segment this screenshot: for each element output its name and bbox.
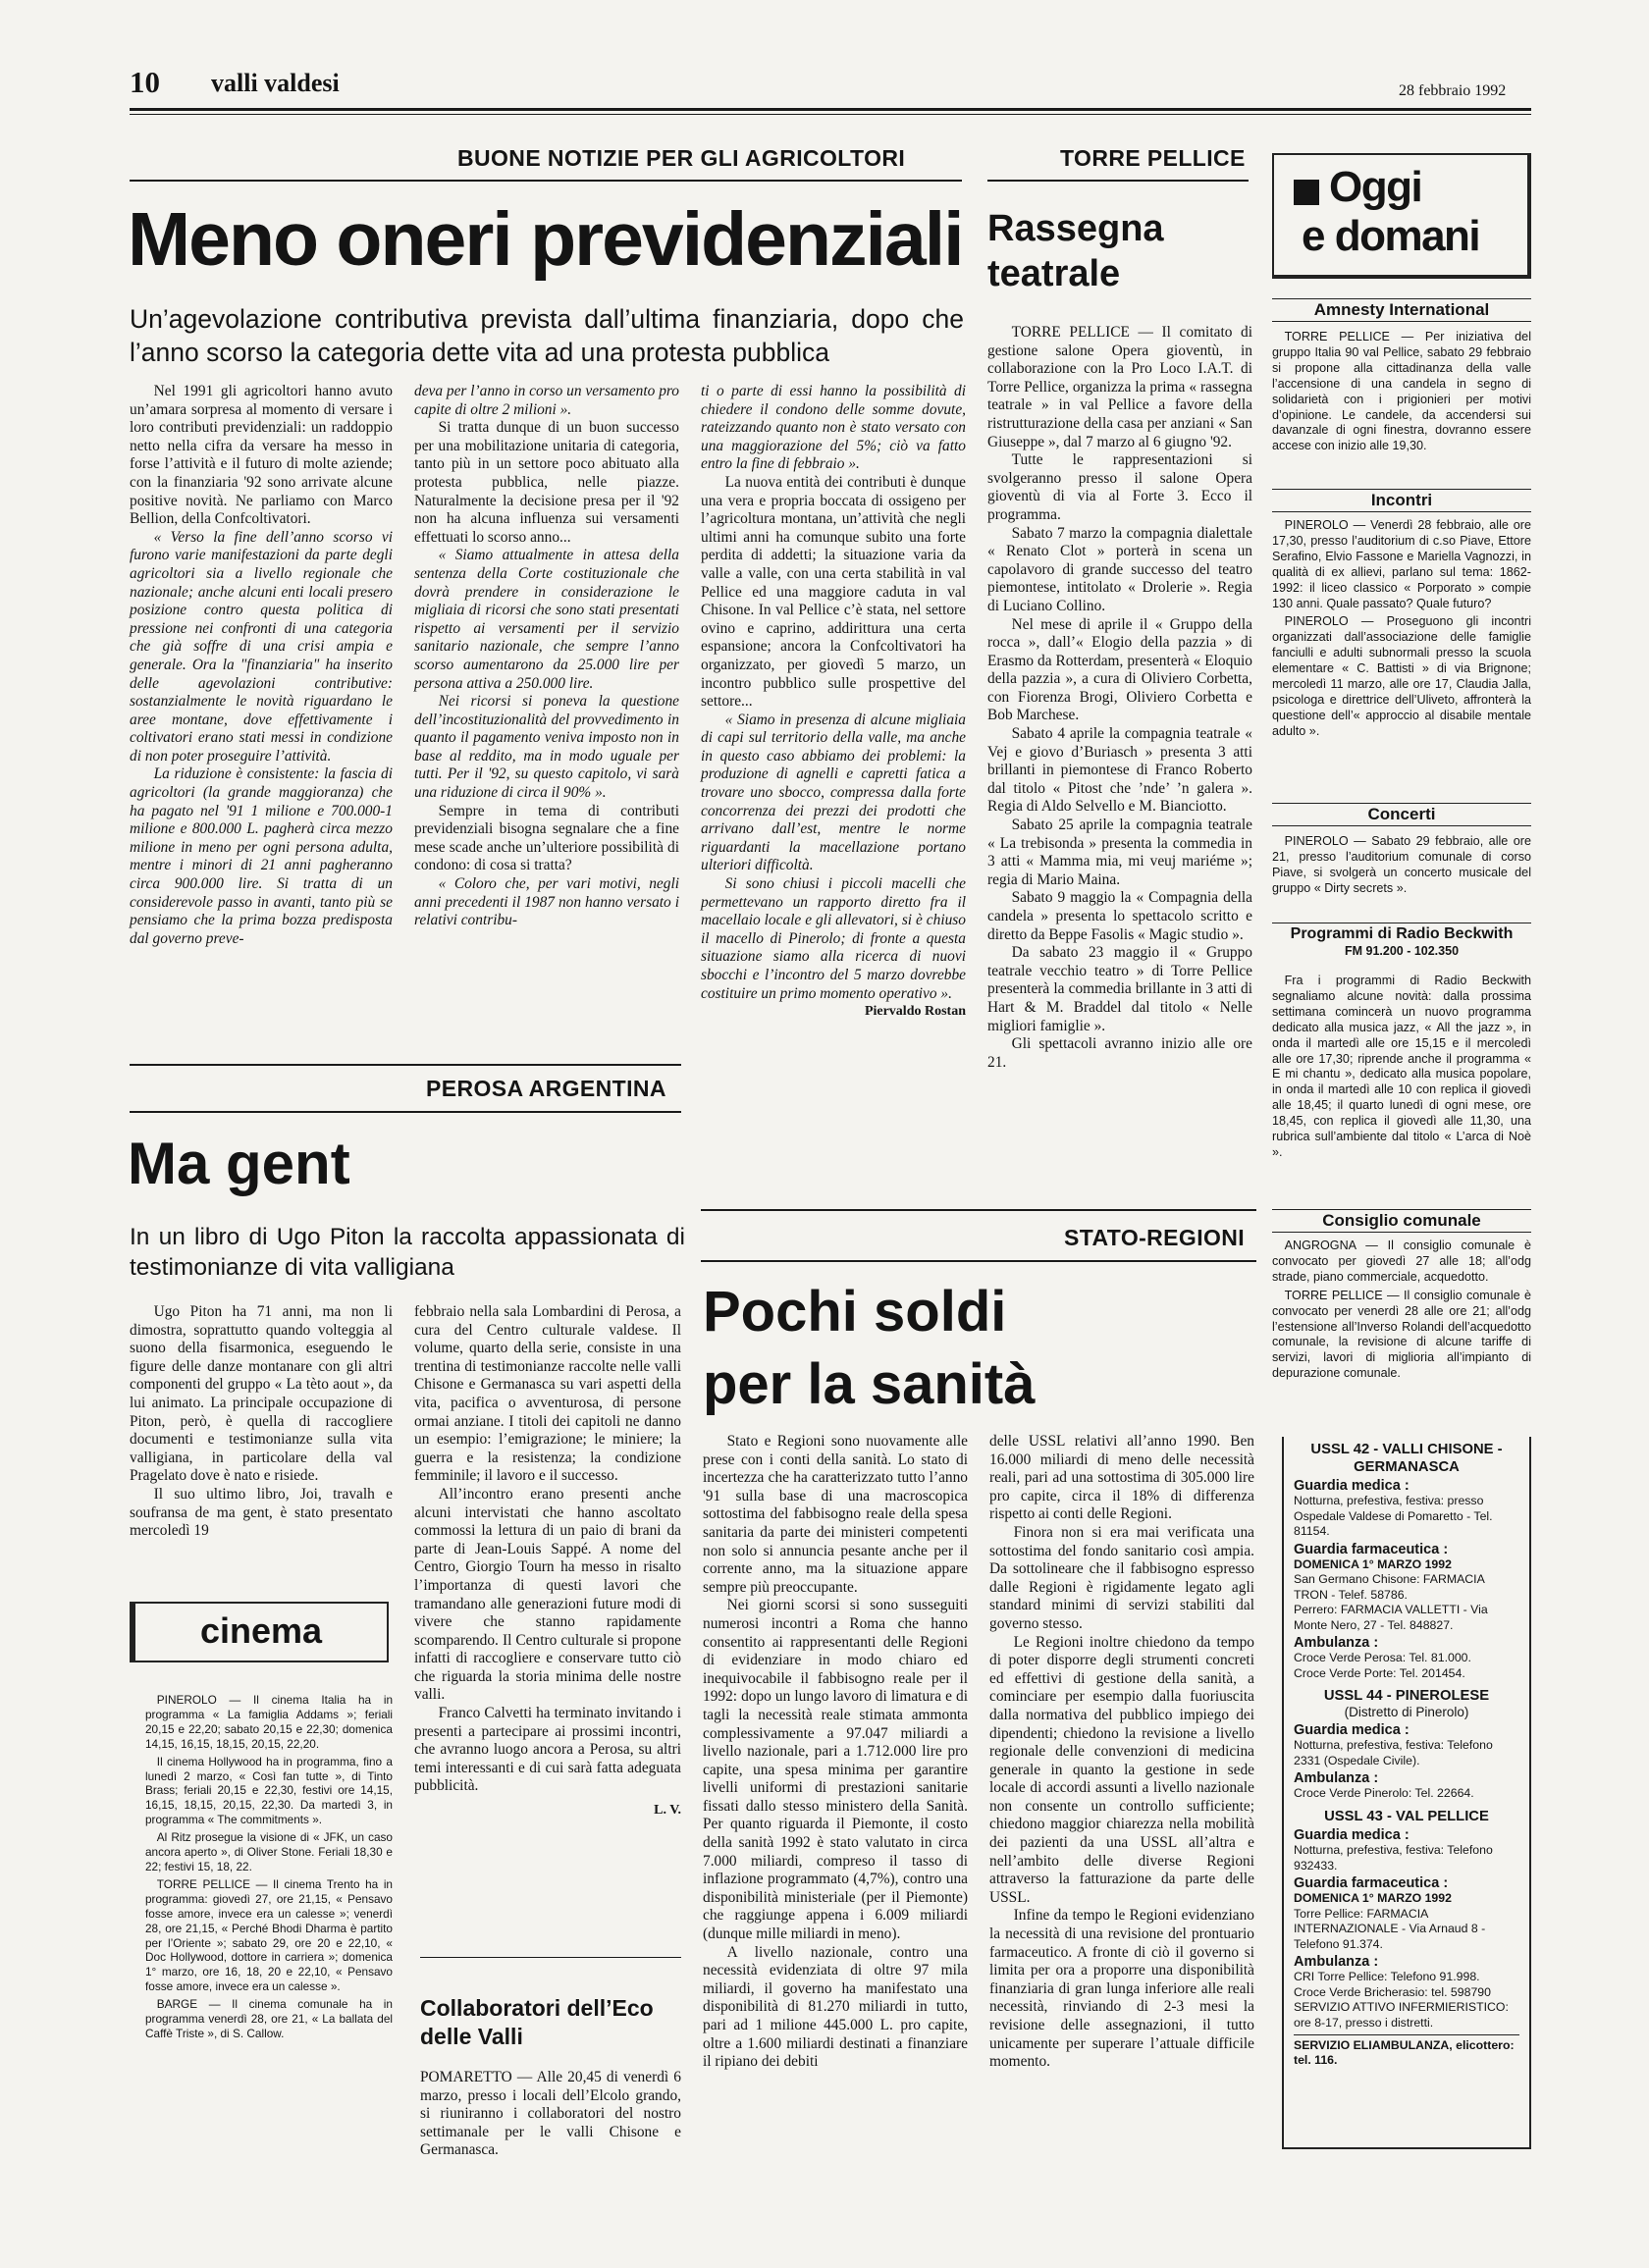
magent-headline: Ma gent: [128, 1131, 350, 1196]
cinema-listings: [145, 1693, 393, 2044]
paragraph: deva per l’anno in corso un versamento pro capite di oltre 2 milioni ».: [414, 383, 680, 418]
paragraph: Le Regioni inoltre chiedono da tempo di poter disporre degli strumenti concreti ed effettivi di gestione della sanità, a cominciare per esempio dalla fuoriuscita dalla normativa del pubblico impiego dei dipendenti; chiedono la revisione a livello regionale delle convenzioni di medicina generale in quanto la gestione in sede locale di accordi assunti a livello nazionale non consente un controllo sufficiente; chiedono maggior chiarezza nella mobilità dei pazienti da una USSL all’altra e nell’ambito delle diverse Regioni attraverso la fatturazione da parte delle USSL.: [989, 1633, 1254, 1906]
paragraph: Il suo ultimo libro, Joi, travalh e soufransa de ma gent, è stato presentato mercoledì 19: [130, 1485, 393, 1540]
cinema-title: cinema: [199, 1610, 323, 1651]
section-header-amnesty: Amnesty International: [1272, 298, 1531, 322]
paragraph: Nei ricorsi si poneva la questione dell’incostituzionalità del provvedimento in quanto il pagamento veniva imposto non in base al reddito, ma in modo uguale per tutti. Per il '92, su questo capitolo, vi sarà una riduzione di circa il 90% ».: [414, 693, 679, 802]
paragraph: TORRE PELLICE — Il consiglio comunale è convocato per venerdì 28 alle ore 21; all’odg l’estensione all’Inverso Rolandi dell’acquedotto comunale, la revisione di alcune tariffe di servizi, lavori di miglioria all’impianto di depurazione comunale.: [1272, 1288, 1531, 1381]
ussl-label: Guardia medica :: [1294, 1478, 1410, 1494]
main-headline: Meno oneri previdenziali: [128, 197, 963, 282]
main-kicker-rule: [130, 180, 962, 182]
cinema-item: Il cinema Hollywood ha in programma, fino a lunedì 2 marzo, « Così fan tutte », di Tinto Brass; feriali 20,15 e 22,30, festivi ore 14,15, 16,15, 18,15, 20,15, 22,30. Da martedì 3, in programma « The commitments ».: [145, 1754, 393, 1827]
paragraph: La nuova entità dei contributi è dunque una vera e propria boccata di ossigeno per l’agricoltura montana, un’attività che negli ultimi anni ha comunque subito una forte perdita di addetti; la situazione varia da valle a valle, con una certa stabilità in val Pellice ed una maggiore caduta in val Chisone. In val Pellice c’è stata, nel settore ovino e caprino, addirittura una certa espansione; ancora la Confcoltivatori ha organizzato, per giovedì 5 marzo, un incontro pubblico sulle prospettive del settore...: [701, 473, 966, 711]
paragraph: delle USSL relativi all’anno 1990. Ben 16.000 miliardi di meno delle necessità reali, pari ad una sottostima di 305.000 lire pro capite, circa il 18% di differenza rispetto ai conti delle Regioni.: [989, 1433, 1254, 1523]
paragraph: Fra i programmi di Radio Beckwith segnaliamo alcune novità: dalla prossima settimana comincerà un nuovo programma dedicato alla musica jazz, « All the jazz », in onda il martedì alle ore 15,15 e il mercoledì alle ore 17,30; riprende anche il programma « E mi chantu », dedicato alla musica popolare, in onda il martedì alle 10 con replica il giovedì alle 18,45; il quarto lunedì di ogni mese, ore 18,45, con replica il giovedì alle 11,30, una rubrica sull’ambiente dal titolo « L’arca di Noè ».: [1272, 974, 1531, 1159]
radio-title: Programmi di Radio Beckwith: [1272, 923, 1531, 943]
section-header-incontri: Incontri: [1272, 489, 1531, 512]
paragraph: A livello nazionale, contro una necessità evidenziata di oltre 97 mila miliardi, il governo ha manifestato una disponibilità di 81.270 miliardi in tutto, pari ad 1 milione 445.000 L. pro capite, oltre a 1.600 miliardi destinati a finanziare il ripiano dei debiti: [703, 1943, 968, 2071]
ussl-entry: Notturna, prefestiva, festiva: presso Ospedale Valdese di Pomaretto - Tel. 81154.: [1294, 1494, 1493, 1539]
masthead: valli valdesi: [211, 69, 340, 97]
main-column-3: [701, 383, 966, 1022]
magent-kicker-rule: [130, 1111, 681, 1113]
ussl-entry: SERVIZIO ATTIVO INFERMIERISTICO: ore 8-17, presso i distretti.: [1294, 2000, 1509, 2030]
box-title-line: e domani: [1302, 212, 1480, 260]
page-number: 10: [130, 65, 160, 99]
paragraph: Sabato 25 aprile la compagnia teatrale « La trebisonda » presenta la commedia in 3 atti « Mamma mia, mi veuj mariéme »; regia di Mario Maina.: [987, 817, 1252, 888]
cinema-item: Al Ritz prosegue la visione di « JFK, un caso ancora aperto », di Oliver Stone. Feriali 18,30 e 22; festivi 15, 18, 22.: [145, 1830, 393, 1873]
paragraph: Sempre in tema di contributi previdenziali bisogna segnalare che a fine mese scade anche un’ulteriore possibilità di condono: di cosa si tratta?: [414, 802, 679, 874]
paragraph: All’incontro erano presenti anche alcuni intervistati che hanno ascoltato commossi la lettura di un paio di brani da parte di Jean-Louis Sappé. A nome del Centro, Giorgio Tourn ha messo in risalto l’importanza di questi lavori che tramandano alle generazioni future modi di vivere che stanno rapidamente scomparendo. Il Centro culturale si propone infatti di raccogliere e conservare tutto ciò che riguarda la storia minima delle nostre valli.: [414, 1485, 681, 1704]
paragraph: TORRE PELLICE — Il comitato di gestione salone Opera gioventù, in collaborazione con la Pro Loco I.A.T. di Torre Pellice, organizza la prima « rassegna teatrale » in val Pellice a favore della ristrutturazione della casa per anziani « San Giuseppe », dal 7 marzo al 6 giugno '92.: [987, 324, 1252, 450]
header-rule: [130, 108, 1531, 111]
consiglio-text: [1272, 1239, 1531, 1385]
radio-text: [1272, 974, 1531, 1164]
teatro-headline-line: teatrale: [987, 253, 1121, 294]
magent-kicker: PEROSA ARGENTINA: [426, 1076, 666, 1101]
paragraph: « Coloro che, per vari motivi, negli anni precedenti il 1987 non hanno versato i relativi contribu-: [414, 875, 679, 929]
author-signature: Piervaldo Rostan: [864, 1004, 966, 1020]
paragraph: « Siamo in presenza di alcune migliaia di capi sul territorio della valle, ma anche in questo caso abbiamo dei problemi: la produzione di agnelli e capretti fatica a trovare uno sbocco, compressa dalla forte concorrenza dei prezzi dei prodotti che arrivano dall’est, mentre le norme riguardanti la macellazione portano ulteriori difficoltà.: [701, 711, 966, 874]
ussl-entry: Notturna, prefestiva, festiva: Telefono 932433.: [1294, 1843, 1493, 1872]
teatro-kicker-rule: [987, 180, 1249, 182]
ussl-entry: Croce Verde Pinerolo: Tel. 22664.: [1294, 1786, 1474, 1801]
section-header-consiglio: Consiglio comunale: [1272, 1209, 1531, 1233]
square-bullet-icon: [1294, 180, 1319, 205]
ussl-label: Guardia farmaceutica :: [1294, 1874, 1449, 1891]
cinema-item: TORRE PELLICE — Il cinema Trento ha in programma: giovedì 27, ore 21,15, « Pensavo fosse amore, invece era un calesse »; venerdì 28, ore 21,15, « Perché Bhodi Dharma è partito per l’Oriente »; sabato 29, ore 20 e 22,10, « Doc Hollywood, dottore in carriera »; domenica 1° marzo, ore 16, 18, 20 e 22,10, « Pensavo fosse amore, invece era un calesse ».: [145, 1876, 393, 1994]
ussl-elisoccorso: SERVIZIO ELIAMBULANZA, elicottero: tel. 116.: [1294, 2034, 1519, 2069]
section-rule: [130, 1064, 681, 1066]
ussl-entry: Croce Verde Porte: Tel. 201454.: [1294, 1665, 1465, 1680]
paragraph: Stato e Regioni sono nuovamente alle prese con i conti della sanità. Lo stato di incertezza che ha caratterizzato tutto l’anno '91 sulla base di una macroscopica sottostima del fabbisogno reale della spesa sanitaria da parte dei ministeri competenti non solo si annuncia pesante anche per il corrente anno, ma la situazione appare sempre più preoccupante.: [703, 1433, 968, 1596]
ussl-label: Ambulanza :: [1294, 1769, 1379, 1786]
sanita-headline: [703, 1276, 1035, 1421]
eco-headline: Collaboratori dell’Eco delle Valli: [420, 1995, 654, 2049]
main-subheading: Un’agevolazione contributiva prevista dall’ultima finanziaria, dopo che l’anno scorso la categoria dette vita ad una protesta pubblica: [130, 304, 964, 367]
paragraph: Da sabato 23 maggio il « Gruppo teatrale vecchio teatro » di Torre Pellice presenterà la commedia brillante in 3 atti di Hart & M. Braddel dal titolo « Nelle migliori famiglie ».: [987, 944, 1252, 1034]
sanita-headline-line: per la sanità: [703, 1352, 1036, 1416]
incontri-text: [1272, 518, 1531, 743]
teatro-body: [987, 324, 1252, 1072]
paragraph: Sabato 9 maggio la « Compagnia della candela » presenta lo spettacolo scritto e diretto da Beppe Fasolis « Magic studio ».: [987, 889, 1252, 943]
paragraph: « Siamo attualmente in attesa della sentenza della Corte costituzionale che dovrà prendere in considerazione le migliaia di ricorsi che sono stati presentati rispetto ai versamenti per il servizio sanitario nazionale, che sempre l’anno scorso aumentarono da 25.000 lire per persona attiva a 250.000 lire.: [414, 547, 679, 692]
ussl-title: USSL 42 - VALLI CHISONE - GERMANASCA: [1310, 1442, 1503, 1475]
ussl-entry: DOMENICA 1° MARZO 1992: [1294, 1891, 1452, 1906]
paragraph: Nel mese di aprile il « Gruppo della rocca », dall’« Elogio della pazzia » di Erasmo da Rotterdam, presenterà « Eloquio della pazzia », a cura di Olivierо Corbetta, con Fiorenza Brogi, Oliviero Corbetta e Bob Marchese.: [987, 615, 1252, 724]
amnesty-text: [1272, 330, 1531, 457]
section-header-concerti: Concerti: [1272, 803, 1531, 826]
concerti-text: [1272, 834, 1531, 900]
paragraph: PINEROLO — Venerdì 28 febbraio, alle ore 17,30, presso l’auditorium di c.so Piave, Ettore Serafino, Elvio Fassone e Mariella Vagnozzi, in qualità di ex allievi, parlano sul tema: 1862-1992: il liceo classico « Porporato » compie 130 anni. Quale passato? Quale futuro?: [1272, 518, 1531, 610]
paragraph: « Verso la fine dell’anno scorso vi furono varie manifestazioni da parte degli agricoltori sia a livello regionale che nazionale; anche alcuni enti locali presero posizione contro questa politica di pressione nei confronti di una categoria che già soffre di una crisi ampia e generale. Ora la "finanziaria" ha inserito delle agevolazioni contributive: sostanzialmente le novità riguardano le aree montane, dove effettivamente i coltivatori erano stati messi in condizione di non poter proseguire l’attività.: [130, 528, 393, 765]
cinema-item: BARGE — Il cinema comunale ha in programma venerdì 28, ore 21, « La ballata del Caffè Triste », di S. Callow.: [145, 1997, 393, 2040]
sanita-column-2: [989, 1433, 1254, 2072]
ussl-label: Guardia medica :: [1294, 1721, 1410, 1738]
paragraph: Finora non si era mai verificata una sottostima del fondo sanitario così ampia. Da sottolineare che il fabbisogno espresso dalle Regioni è rigidamente legato agli standard minimi di servizi stabiliti dal governo stesso.: [989, 1523, 1254, 1632]
paragraph: Nel 1991 gli agricoltori hanno avuto un’amara sorpresa al momento di versare i loro contributi previdenziali: un raddoppio netto nella cifra da versare ha messo in forse l’attività e il futuro di molte aziende; con la finanziaria '92 sono arrivate alcune positive novità. Ne parliamo con Marco Bellion, della Confcoltivatori.: [130, 383, 393, 528]
paragraph: Sabato 4 aprile la compagnia teatrale « Vej e giovo d’Buriasch » presenta 3 atti brillanti in piemontese di Franco Roberto dal titolo « Pitost che ’nde’ ’n galera ». Regia di Aldo Selvello e M. Bianciotto.: [987, 725, 1252, 816]
sanita-kicker-rule: [701, 1260, 1256, 1262]
paragraph: Si sono chiusi i piccoli macelli che permettevano un rapporto diretto fra il macellaio locale e gli allevatori, si è chiuso il macello di Pinerolo; di fronte a questa situazione siamo alla ricerca di nuovi sbocchi e l’incontro del 5 marzo dovrebbe costituire un primo momento operativo ».: [701, 875, 966, 1002]
ussl-entry: Croce Verde Perosa: Tel. 81.000.: [1294, 1651, 1471, 1665]
ussl-label: Guardia farmaceutica :: [1294, 1541, 1449, 1557]
ussl-entry: Croce Verde Bricherasio: tel. 598790: [1294, 1984, 1491, 1999]
paragraph: Ugo Piton ha 71 anni, ma non li dimostra, soprattutto quando volteggia al suono della fisarmonica, eseguendo le figure delle danze montanare con gli altri componenti del gruppo « La tèto aout », da lui animato. La principale occupazione di Piton, però, è quella di raccogliere documenti e testimonianze sulla vita valligiana, in particolare della val Pragelato dove è nato e risiede.: [130, 1303, 393, 1485]
box-title-line: Oggi: [1329, 163, 1422, 211]
ussl-box: [1282, 1437, 1531, 2149]
section-rule: [701, 1209, 1256, 1211]
paragraph: Sabato 7 marzo la compagnia dialettale « Renato Clot » porterà in scena un capolavoro di grande successo del teatro piemontese, intitolato « Drolerie ». Regia di Luciano Collino.: [987, 524, 1252, 614]
ussl-subtitle: (Distretto di Pinerolo): [1344, 1705, 1469, 1720]
sanita-headline-line: Pochi soldi: [703, 1280, 1007, 1344]
issue-date: 28 febbraio 1992: [1399, 82, 1507, 99]
magent-column-1: [130, 1303, 393, 1541]
ussl-entry: Torre Pellice: FARMACIA INTERNAZIONALE - Via Arnaud 8 - Telefono 91.374.: [1294, 1906, 1486, 1951]
paragraph: PINEROLO — Sabato 29 febbraio, alle ore 21, presso l’auditorium comunale di corso Piave, si svolgerà un concerto musicale del gruppo « Dirty secrets ».: [1272, 834, 1531, 895]
ussl-entry: CRI Torre Pellice: Telefono 91.998.: [1294, 1970, 1480, 1984]
ussl-entry: DOMENICA 1° MARZO 1992: [1294, 1557, 1452, 1572]
author-signature: L. V.: [654, 1803, 681, 1819]
paragraph: TORRE PELLICE — Per iniziativa del gruppo Italia 90 val Pellice, sabato 29 febbraio si propone alla cittadinanza della valle l’accensione di una candela in segno di solidarietà con i prigionieri per motivi d’opinione. Le candele, da accendersi sui davanzale di ogni finestra, dovranno essere accese con inizio alle 19,30.: [1272, 330, 1531, 453]
paragraph: Nei giorni scorsi si sono susseguiti numerosi incontri a Roma che hanno consentito ai rappresentanti delle Regioni di evidenziare in modo chiaro ed inequivocabile il fabbisogno reale per il 1992: dopo un lungo lavoro di limatura e di tagli la necessità reale stimata ammonta complessivamente a 97.047 miliardi a livello nazionale, pari a 1.712.000 lire pro capite, una spesa minima per garantire livelli uniformi di prestazioni sanitarie fissati dallo stesso ministero della Sanità. Per quanto riguarda il Piemonte, il costo della sanità 1992 è stato valutato in circa 7.000 miliardi, compreso il tasso di inflazione programmato (4,7%), contro una disponibilità ministeriale (per il Piemonte) che raggiunge appena i 6.009 miliardi (dunque mille miliardi in meno).: [703, 1597, 968, 1943]
paragraph: Si tratta dunque di un buon successo per una mobilitazione unitaria di categoria, tanto più in un settore poco abituato alla protesta pubblica, nelle piazze. Naturalmente la decisione presa per il '92 non ha alcuna influenza sui versamenti effettuati lo scorso anno...: [414, 419, 679, 546]
ussl-label: Ambulanza :: [1294, 1635, 1379, 1652]
sanita-column-1: [703, 1433, 968, 2072]
ussl-title: USSL 43 - VAL PELLICE: [1324, 1808, 1489, 1824]
teatro-headline: [987, 206, 1164, 296]
teatro-kicker: TORRE PELLICE: [1060, 145, 1246, 171]
cinema-item: PINEROLO — Il cinema Italia ha in programma « La famiglia Addams »; feriali 20,15 e 22,20; sabato 20,15 e 22,30; domenica 14,15, 16,15, 18,15, 20,15, 22,20.: [145, 1693, 393, 1751]
paragraph: ti o parte di essi hanno la possibilità di chiedere il condono delle somme dovute, rateizzando quanto non è stato versato con una maggiorazione del 5%; ciò va fatto entro la fine di febbraio ».: [701, 383, 966, 473]
ussl-entry: Perrero: FARMACIA VALLETTI - Via Monte Nero, 27 - Tel. 848827.: [1294, 1603, 1488, 1632]
teatro-headline-line: Rassegna: [987, 208, 1164, 249]
magent-subheading: In un libro di Ugo Piton la raccolta appassionata di testimonianze di vita valligiana: [130, 1224, 685, 1281]
main-kicker: BUONE NOTIZIE PER GLI AGRICOLTORI: [457, 145, 906, 171]
magent-column-2: [414, 1303, 681, 1820]
paragraph: Tutte le rappresentazioni si svolgeranno presso il salone Opera gioventù di via al Forte 3. Ecco il programma.: [987, 451, 1252, 523]
main-column-2: [414, 383, 679, 930]
ussl-entry: Notturna, prefestiva, festiva: Telefono 2331 (Ospedale Civile).: [1294, 1738, 1493, 1767]
main-column-1: [130, 383, 393, 948]
cinema-box: [130, 1602, 389, 1662]
paragraph: ANGROGNA — Il consiglio comunale è convocato per giovedì 27 alle 18; all’odg strade, piano commerciale, acquedotto.: [1272, 1239, 1531, 1284]
paragraph: Franco Calvetti ha terminato invitando i presenti a partecipare ai prossimi incontri, che avranno luogo ancora a Perosa, su altri temi interessanti e di cui sarà fatta adeguata pubblicità.: [414, 1705, 681, 1795]
ussl-entry: San Germano Chisone: FARMACIA TRON - Telef. 58786.: [1294, 1572, 1485, 1602]
ussl-label: Guardia medica :: [1294, 1826, 1410, 1843]
oggi-domani-box: [1272, 153, 1531, 279]
ussl-label: Ambulanza :: [1294, 1953, 1379, 1970]
paragraph: La riduzione è consistente: la fascia di agricoltori (la grande maggioranza) che ha pagato nel '91 1 milione e 700.000-1 milione e 800.000 L. pagherà circa mezzo milione in meno per ogni persona adulta, mentre i minori di 21 anni pagheranno circa 900.000 lire. Si tratta di un considerevole passo in avanti, tanto più se pensiamo che la prima bozza predisposta dal governo preve-: [130, 765, 393, 947]
paragraph: Infine da tempo le Regioni evidenziano la necessità di una revisione del prontuario farmaceutico. A fronte di ciò il governo si limita per ora a proporre una disponibilità finanziaria di gran lunga inferiore alle reali necessità, rinviando di 2-3 mesi la revisione delle assegnazioni, il tutto unicamente per superare l’attuale difficile momento.: [989, 1907, 1254, 2071]
paragraph: PINEROLO — Proseguono gli incontri organizzati dall’associazione delle famiglie fanciulli e adulti subnormali presso la scuola elementare « C. Battisti » di via Brignone; mercoledì 11 marzo, alle ore 17, Claudia Jalla, psicologa e direttrice dell’Uliveto, affronterà la questione dell’« approccio al disabile mentale adulto ».: [1272, 614, 1531, 738]
eco-body: [420, 2069, 681, 2160]
paragraph: Gli spettacoli avranno inizio alle ore 21.: [987, 1035, 1252, 1071]
header-rule-thin: [130, 114, 1531, 115]
sanita-kicker: STATO-REGIONI: [1064, 1225, 1246, 1250]
paragraph: POMARETTO — Alle 20,45 di venerdì 6 marzo, presso i locali dell’Elcolo grando, si riuniranno i collaboratori del nostro settimanale per le valli Chisone e Germanasca.: [420, 2069, 681, 2159]
paragraph: febbraio nella sala Lombardini di Perosa, a cura del Centro culturale valdese. Il volume, quarto della serie, consiste in una trentina di testimonianze raccolte nelle valli Chisone e Germanasca su vari aspetti della vita, pacifica o avventurosa, di persone ormai anziane. I titoli dei capitoli ne danno un esempio: l’emigrazione; le miniere; la guerra e la resistenza; la condizione femminile; il lavoro e il successo.: [414, 1303, 681, 1485]
eco-rule: [420, 1957, 681, 1958]
radio-frequency: FM 91.200 - 102.350: [1344, 944, 1460, 958]
ussl-title: USSL 44 - PINEROLESE: [1323, 1688, 1490, 1705]
